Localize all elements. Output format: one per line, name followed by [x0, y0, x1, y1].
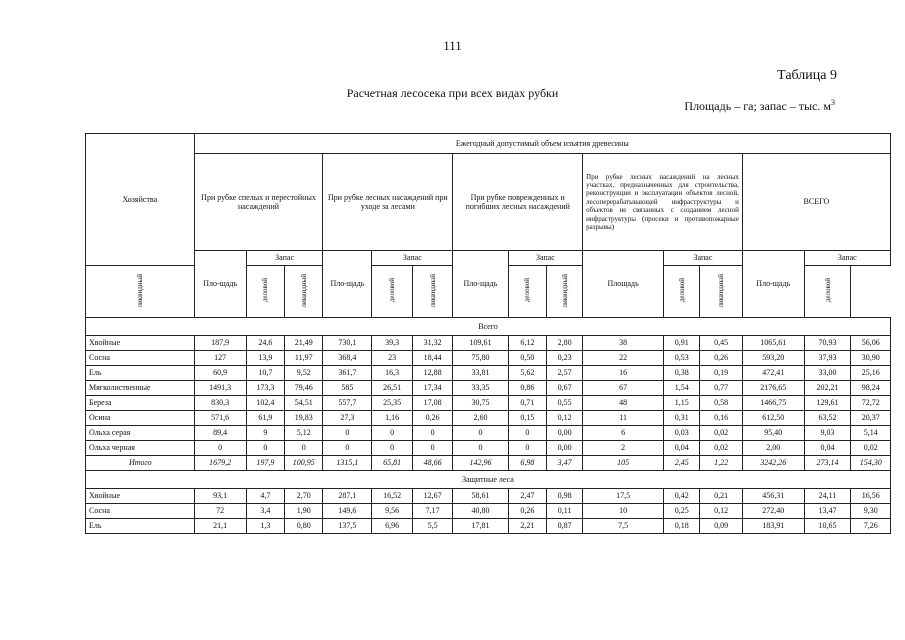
table-row — [86, 381, 891, 396]
table-cell: 17,08 — [412, 396, 452, 411]
table-cell: 13,9 — [246, 351, 284, 366]
table-cell: 287,1 — [323, 489, 372, 504]
row-name: Ель — [86, 519, 195, 534]
table-cell: 0,55 — [546, 396, 582, 411]
table-cell: 0 — [453, 441, 508, 456]
table-cell: 9 — [246, 426, 284, 441]
table-cell: 0,53 — [664, 351, 700, 366]
area-header: Пло-щадь — [194, 251, 246, 318]
table-cell: 2,47 — [508, 489, 546, 504]
table-cell: 19,83 — [285, 411, 323, 426]
table-cell: 2,60 — [453, 411, 508, 426]
table-row — [86, 456, 891, 471]
table-cell: 100,95 — [285, 456, 323, 471]
table-cell: 368,4 — [323, 351, 372, 366]
table-cell: 39,3 — [372, 336, 412, 351]
table-row — [86, 351, 891, 366]
table-cell: 9,03 — [804, 426, 851, 441]
table-cell: 21,1 — [194, 519, 246, 534]
table-cell: 24,11 — [804, 489, 851, 504]
table-cell: 187,9 — [194, 336, 246, 351]
table-cell: 0,71 — [508, 396, 546, 411]
liquid-stock-header — [412, 266, 452, 318]
liquid-label: ликвидный — [135, 273, 144, 308]
table-cell: 60,9 — [194, 366, 246, 381]
table-cell: 17,81 — [453, 519, 508, 534]
table-cell: 2,80 — [546, 336, 582, 351]
table-cell: 2 — [583, 441, 664, 456]
table-cell: 20,37 — [851, 411, 891, 426]
table-cell: 65,81 — [372, 456, 412, 471]
table-cell: 2,21 — [508, 519, 546, 534]
units-superscript: 3 — [831, 98, 835, 107]
liquid-label: ликвидный — [299, 273, 308, 308]
table-cell: 0,77 — [700, 381, 743, 396]
table-cell: 7,5 — [583, 519, 664, 534]
table-cell: 95,40 — [742, 426, 804, 441]
table-cell: 0,02 — [851, 441, 891, 456]
table-cell: 830,3 — [194, 396, 246, 411]
table-cell: 1,3 — [246, 519, 284, 534]
table-cell: 31,32 — [412, 336, 452, 351]
table-cell: 0 — [372, 441, 412, 456]
table-cell: 0,26 — [700, 351, 743, 366]
table-cell: 10,7 — [246, 366, 284, 381]
table-cell: 2,45 — [664, 456, 700, 471]
table-cell: 0,21 — [700, 489, 743, 504]
row-name: Хвойные — [86, 489, 195, 504]
table-cell: 70,93 — [804, 336, 851, 351]
table-cell: 0,19 — [700, 366, 743, 381]
table-cell: 23 — [372, 351, 412, 366]
table-cell: 456,31 — [742, 489, 804, 504]
business-stock-header — [664, 266, 700, 318]
business-stock-header — [246, 266, 284, 318]
area-header: Пло-щадь — [742, 251, 804, 318]
table-cell: 0,04 — [664, 441, 700, 456]
table-cell: 1466,75 — [742, 396, 804, 411]
table-row — [86, 519, 891, 534]
table-cell: 0 — [285, 441, 323, 456]
table-cell: 0,98 — [546, 489, 582, 504]
table-cell: 6,98 — [508, 456, 546, 471]
table-cell: 48,66 — [412, 456, 452, 471]
table-label: Таблица 9 — [777, 68, 837, 83]
table-cell: 0 — [194, 441, 246, 456]
table-cell: 105 — [583, 456, 664, 471]
table-cell: 25,16 — [851, 366, 891, 381]
table-cell: 9,56 — [372, 504, 412, 519]
table-cell: 183,91 — [742, 519, 804, 534]
page-number: 111 — [443, 38, 462, 53]
table-cell: 2,70 — [285, 489, 323, 504]
table-cell: 16,3 — [372, 366, 412, 381]
table-row — [86, 366, 891, 381]
table-cell: 137,5 — [323, 519, 372, 534]
table-cell: 0,38 — [664, 366, 700, 381]
table-cell: 37,93 — [804, 351, 851, 366]
table-cell: 0 — [246, 441, 284, 456]
group-header-construction: При рубке лесных насаждений на лесных участках, предназначенных для строительства, реконструкции и эксплуатации объектов лесной, лесоперерабатывающей инфраструктуры и объектов не связанных с созданием лесной инфраструктуры (просеки и противопожарные разрывы) — [583, 154, 743, 251]
table-cell: 38 — [583, 336, 664, 351]
table-caption: Расчетная лесосека при всех видах рубки — [346, 86, 559, 100]
row-name: Ольха серая — [86, 426, 195, 441]
table-cell: 0,04 — [804, 441, 851, 456]
row-name: Осина — [86, 411, 195, 426]
table-cell: 26,51 — [372, 381, 412, 396]
table-cell: 10 — [583, 504, 664, 519]
table-cell: 7,17 — [412, 504, 452, 519]
farms-header: Хозяйства — [86, 134, 195, 266]
table-cell: 0,50 — [508, 351, 546, 366]
table-cell: 58,61 — [453, 489, 508, 504]
table-cell: 0,86 — [508, 381, 546, 396]
row-name: Сосна — [86, 351, 195, 366]
table-cell: 197,9 — [246, 456, 284, 471]
table-cell: 0,12 — [546, 411, 582, 426]
table-cell: 89,4 — [194, 426, 246, 441]
section-title: Защитные леса — [86, 471, 891, 489]
table-cell: 0,23 — [546, 351, 582, 366]
table-cell: 0,42 — [664, 489, 700, 504]
table-cell: 5,62 — [508, 366, 546, 381]
table-cell: 17,34 — [412, 381, 452, 396]
stock-header: Запас — [508, 251, 583, 266]
table-cell: 361,7 — [323, 366, 372, 381]
table-cell: 6,96 — [372, 519, 412, 534]
row-name: Ольха черная — [86, 441, 195, 456]
table-cell: 72,72 — [851, 396, 891, 411]
table-cell: 9,30 — [851, 504, 891, 519]
table-cell: 25,35 — [372, 396, 412, 411]
table-cell: 0,16 — [700, 411, 743, 426]
table-cell: 109,61 — [453, 336, 508, 351]
table-cell: 3,4 — [246, 504, 284, 519]
liquid-stock-header — [285, 266, 323, 318]
business-stock-header — [804, 266, 851, 318]
area-header: Пло-щадь — [323, 251, 372, 318]
table-cell: 6,12 — [508, 336, 546, 351]
business-label: деловой — [823, 278, 832, 303]
table-cell: 142,96 — [453, 456, 508, 471]
table-cell: 202,21 — [804, 381, 851, 396]
table-cell: 0,09 — [700, 519, 743, 534]
business-stock-header — [372, 266, 412, 318]
row-name: Мягколиственные — [86, 381, 195, 396]
business-label: деловой — [677, 278, 686, 303]
area-header: Площадь — [583, 251, 664, 318]
table-cell: 33,81 — [453, 366, 508, 381]
table-row — [86, 489, 891, 504]
liquid-label: ликвидный — [560, 273, 569, 308]
table-cell: 61,9 — [246, 411, 284, 426]
group-header-total: ВСЕГО — [742, 154, 890, 251]
table-cell: 1,90 — [285, 504, 323, 519]
table-cell: 593,20 — [742, 351, 804, 366]
group-header-damaged: При рубке поврежденных и погибших лесных насаждений — [453, 154, 583, 251]
table-cell: 1315,1 — [323, 456, 372, 471]
units-note — [684, 98, 835, 114]
table-cell: 48 — [583, 396, 664, 411]
table-cell: 3,47 — [546, 456, 582, 471]
table-cell: 93,1 — [194, 489, 246, 504]
table-cell: 21,49 — [285, 336, 323, 351]
section-title: Всего — [86, 318, 891, 336]
table-cell: 0,80 — [285, 519, 323, 534]
table-cell: 2,57 — [546, 366, 582, 381]
table-cell: 0,87 — [546, 519, 582, 534]
table-cell: 5,12 — [285, 426, 323, 441]
units-text: Площадь – га; запас – тыс. м — [684, 99, 831, 113]
group-header-thinning: При рубке лесных насаждений при уходе за лесами — [323, 154, 453, 251]
table-cell: 11 — [583, 411, 664, 426]
table-cell: 0,15 — [508, 411, 546, 426]
table-cell: 7,26 — [851, 519, 891, 534]
table-cell: 0,31 — [664, 411, 700, 426]
stock-header: Запас — [664, 251, 743, 266]
business-label: деловой — [523, 278, 532, 303]
table-cell: 22 — [583, 351, 664, 366]
liquid-stock-header — [700, 266, 743, 318]
table-cell: 9,52 — [285, 366, 323, 381]
table-cell: 4,7 — [246, 489, 284, 504]
table-cell: 0 — [412, 426, 452, 441]
row-name: Хвойные — [86, 336, 195, 351]
table-cell: 0,91 — [664, 336, 700, 351]
table-cell: 273,14 — [804, 456, 851, 471]
table-cell: 5,14 — [851, 426, 891, 441]
table-cell: 0,00 — [546, 426, 582, 441]
table-cell: 102,4 — [246, 396, 284, 411]
table-cell: 30,90 — [851, 351, 891, 366]
table-cell: 79,46 — [285, 381, 323, 396]
table-cell: 0 — [323, 441, 372, 456]
table-cell: 63,52 — [804, 411, 851, 426]
table-cell: 18,44 — [412, 351, 452, 366]
stock-header: Запас — [246, 251, 323, 266]
row-name: Ель — [86, 366, 195, 381]
table-row — [86, 411, 891, 426]
area-header: Пло-щадь — [453, 251, 508, 318]
table-cell: 11,97 — [285, 351, 323, 366]
table-cell: 5,5 — [412, 519, 452, 534]
harvest-table — [85, 133, 891, 534]
table-cell: 54,51 — [285, 396, 323, 411]
table-cell: 30,75 — [453, 396, 508, 411]
table-cell: 571,6 — [194, 411, 246, 426]
business-label: деловой — [388, 278, 397, 303]
table-cell: 72 — [194, 504, 246, 519]
table-cell: 67 — [583, 381, 664, 396]
table-cell: 2,00 — [742, 441, 804, 456]
table-cell: 0 — [412, 441, 452, 456]
row-name: Итого — [86, 456, 195, 471]
table-cell: 12,67 — [412, 489, 452, 504]
table-cell: 1491,3 — [194, 381, 246, 396]
table-cell: 0,67 — [546, 381, 582, 396]
table-row — [86, 441, 891, 456]
table-cell: 33,00 — [804, 366, 851, 381]
table-cell: 127 — [194, 351, 246, 366]
liquid-stock-header — [86, 266, 195, 318]
table-cell: 40,80 — [453, 504, 508, 519]
table-row — [86, 336, 891, 351]
table-cell: 585 — [323, 381, 372, 396]
table-cell: 0 — [508, 441, 546, 456]
table-cell: 0,12 — [700, 504, 743, 519]
table-cell: 149,6 — [323, 504, 372, 519]
table-cell: 1,16 — [372, 411, 412, 426]
table-cell: 272,40 — [742, 504, 804, 519]
table-cell: 0 — [453, 426, 508, 441]
table-cell: 16,52 — [372, 489, 412, 504]
table-cell: 1,22 — [700, 456, 743, 471]
table-cell: 24,6 — [246, 336, 284, 351]
liquid-label: ликвидный — [717, 273, 726, 308]
table-row — [86, 504, 891, 519]
table-cell: 0 — [508, 426, 546, 441]
business-stock-header — [508, 266, 546, 318]
table-cell: 1679,2 — [194, 456, 246, 471]
table-cell: 154,30 — [851, 456, 891, 471]
table-cell: 27,3 — [323, 411, 372, 426]
table-cell: 98,24 — [851, 381, 891, 396]
stock-header: Запас — [804, 251, 890, 266]
row-name: Сосна — [86, 504, 195, 519]
table-cell: 612,50 — [742, 411, 804, 426]
table-cell: 17,5 — [583, 489, 664, 504]
row-name: Береза — [86, 396, 195, 411]
table-cell: 173,3 — [246, 381, 284, 396]
table-cell: 0,02 — [700, 441, 743, 456]
table-cell: 16,56 — [851, 489, 891, 504]
annual-volume-header: Ежегодный допустимый объем изъятия древесины — [194, 134, 890, 154]
table-cell: 0,11 — [546, 504, 582, 519]
table-cell: 0,25 — [664, 504, 700, 519]
table-cell: 1065,61 — [742, 336, 804, 351]
group-header-mature: При рубке спелых и перестойных насаждений — [194, 154, 323, 251]
table-cell: 0,26 — [412, 411, 452, 426]
table-cell: 33,35 — [453, 381, 508, 396]
table-cell: 6 — [583, 426, 664, 441]
stock-header: Запас — [372, 251, 453, 266]
table-cell: 0,45 — [700, 336, 743, 351]
table-row — [86, 426, 891, 441]
table-row — [86, 396, 891, 411]
table-cell: 129,61 — [804, 396, 851, 411]
table-cell: 3242,26 — [742, 456, 804, 471]
table-cell: 0,02 — [700, 426, 743, 441]
table-cell: 0,58 — [700, 396, 743, 411]
table-cell: 0,26 — [508, 504, 546, 519]
table-cell: 13,47 — [804, 504, 851, 519]
table-cell: 10,65 — [804, 519, 851, 534]
table-cell: 16 — [583, 366, 664, 381]
liquid-stock-header — [546, 266, 582, 318]
table-cell: 730,1 — [323, 336, 372, 351]
table-cell: 2176,65 — [742, 381, 804, 396]
table-cell: 0,00 — [546, 441, 582, 456]
business-label: деловой — [261, 278, 270, 303]
table-cell: 0 — [372, 426, 412, 441]
table-cell: 1,54 — [664, 381, 700, 396]
table-cell: 0 — [323, 426, 372, 441]
table-cell: 472,41 — [742, 366, 804, 381]
table-cell: 1,15 — [664, 396, 700, 411]
table-cell: 12,88 — [412, 366, 452, 381]
table-cell: 557,7 — [323, 396, 372, 411]
table-cell: 0,18 — [664, 519, 700, 534]
table-cell: 75,80 — [453, 351, 508, 366]
table-cell: 56,06 — [851, 336, 891, 351]
liquid-label: ликвидный — [428, 273, 437, 308]
table-cell: 0,03 — [664, 426, 700, 441]
